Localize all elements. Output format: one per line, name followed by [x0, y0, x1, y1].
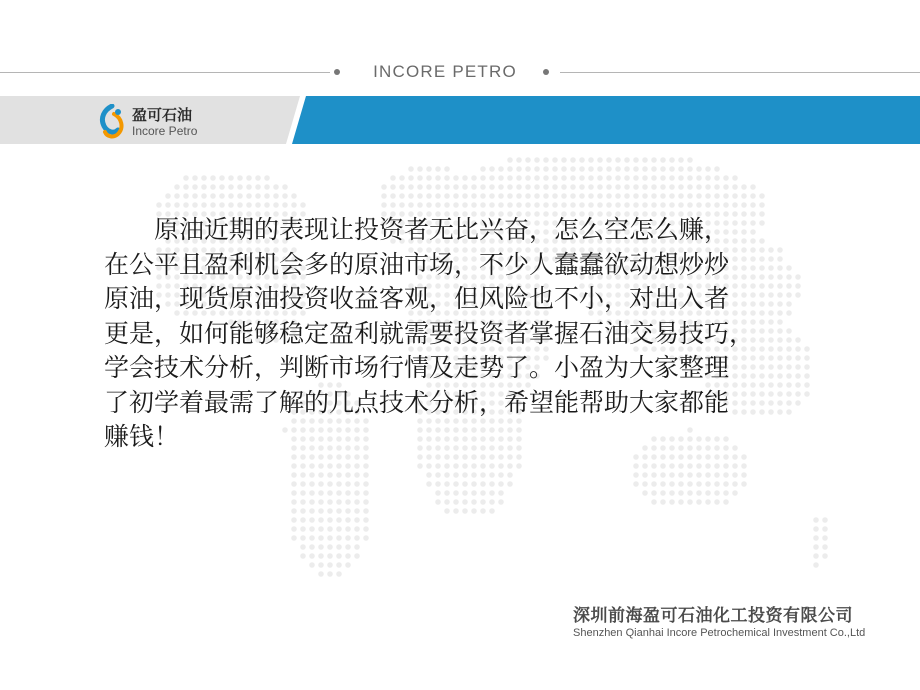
body-paragraph: 原油近期的表现让投资者无比兴奋，怎么空怎么赚， 在公平且盈利机会多的原油市场，不少人蠢蠢欲动想炒炒 原油，现货原油投资收益客观，但风险也不小，对出入者 更是，如何能够稳定盈利就需要投资者掌握石油交易技巧， 学会技术分析，判断市场行情及走势了。小盈为大家整理 了初学着最需了解的几点技术分析，希望能帮助大家都能 赚钱！ — [104, 215, 755, 451]
company-name-cn: 深圳前海盈可石油化工投资有限公司 — [573, 606, 853, 626]
rule-dot-left — [334, 69, 340, 75]
logo-name-cn: 盈可石油 — [132, 106, 193, 124]
brand-title: INCORE PETRO — [373, 62, 517, 81]
rule-dot-right — [543, 69, 549, 75]
incore-logo-icon — [98, 104, 128, 140]
company-name-en: Shenzhen Qianhai Incore Petrochemical Investment Co.,Ltd — [573, 627, 866, 639]
logo-name-en: Incore Petro — [132, 124, 198, 138]
header-band-blue — [292, 96, 920, 144]
top-rule-right — [560, 72, 920, 73]
top-rule-left — [0, 72, 330, 73]
